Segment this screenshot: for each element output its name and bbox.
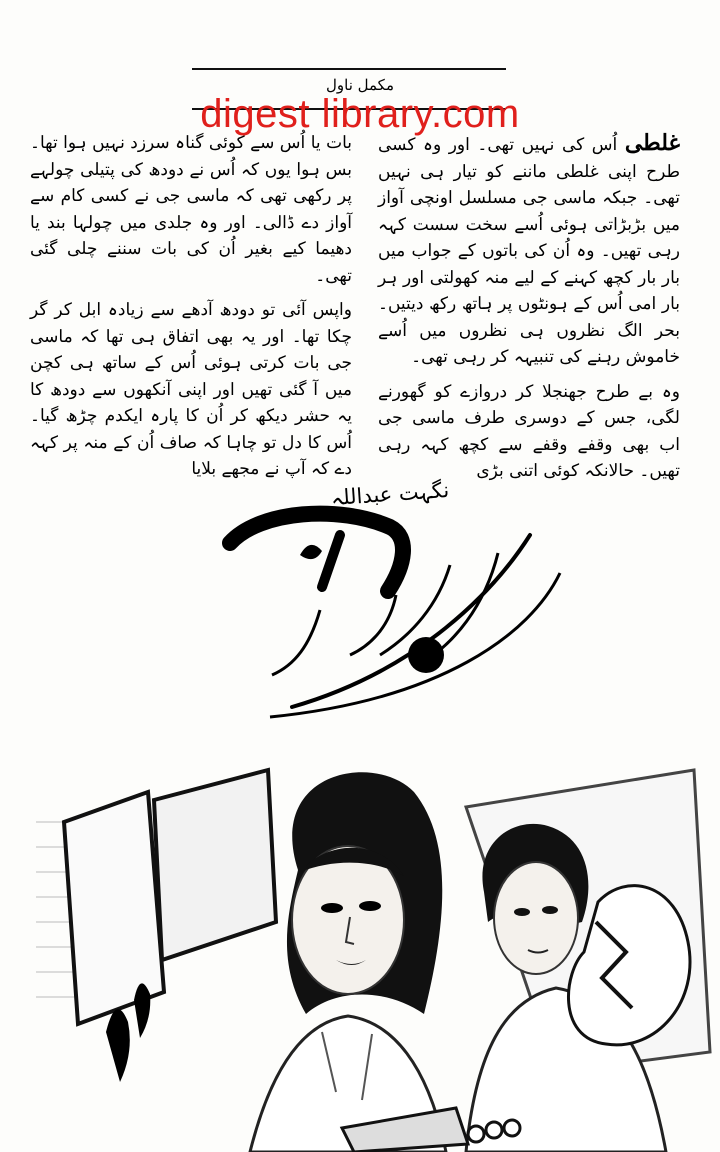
paragraph-text: اُس کی نہیں تھی۔ اور وہ کسی طرح اپنی غلطی ماننے کو تیار ہی نہیں تھی۔ جبکہ ماسی جی مسلسل اونچی آواز میں بڑبڑاتی ہوئی اُسے سخت سست کہہ رہی تھیں۔ وہ اُن کی باتوں کے جواب میں بار بار کچھ کہنے کے لیے منہ کھولتی اور ہر بار امی اُس کے ہونٹوں پر ہاتھ رکھ دیتیں۔ بحر الگ نظروں ہی نظروں میں اُسے خاموش رہنے کی تنبیہہ کر رہی تھی۔ [378,135,680,367]
cover-illustration [36,752,716,1152]
article-column-left [30,130,352,491]
header-rule-top [192,68,506,70]
paragraph: واپس آئی تو دودھ آدھے سے زیادہ ابل کر گر چکا تھا۔ اور یہ بھی اتفاق ہی تھا کہ ماسی جی بات کرتی ہوئی اُس کے ساتھ ہی کچن میں آ گئی تھیں اور اپنی آنکھوں سے دودھ کا یہ حشر دیکھ کر اُن کا پارہ ایکدم چڑھ گیا۔ اُس کا دل تو چاہا کہ صاف اُن کے منہ پر کہہ دے کہ آپ نے مجھے بلایا [30,300,352,479]
section-label: مکمل ناول [325,76,394,94]
watermark-text: digest library.com [200,92,520,136]
paragraph: وہ بے طرح جھنجلا کر دروازے کو گھورنے لگی، جس کے دوسری طرف ماسی جی اب بھی وقفے وقفے سے کچھ کہہ رہی تھیں۔ حالانکہ کوئی اتنی بڑی [378,381,680,481]
article-column-right [378,130,680,493]
novel-title-calligraphy [200,495,580,725]
lead-word: غلطی [624,130,680,156]
author-byline: نگہت عبداللہ [330,477,450,511]
paragraph: بات یا اُس سے کوئی گناہ سرزد نہیں ہوا تھا۔ بس ہوا یوں کہ اُس نے دودھ کی پتیلی چولہے پر رکھی تھی کہ ماسی جی نے کسی کام سے آواز دے ڈالی۔ اور وہ جلدی میں چولہا بند یا دھیما کیے بغیر اُن کی بات سننے چلی گئی تھی۔ [30,133,352,286]
paragraph [378,130,680,371]
